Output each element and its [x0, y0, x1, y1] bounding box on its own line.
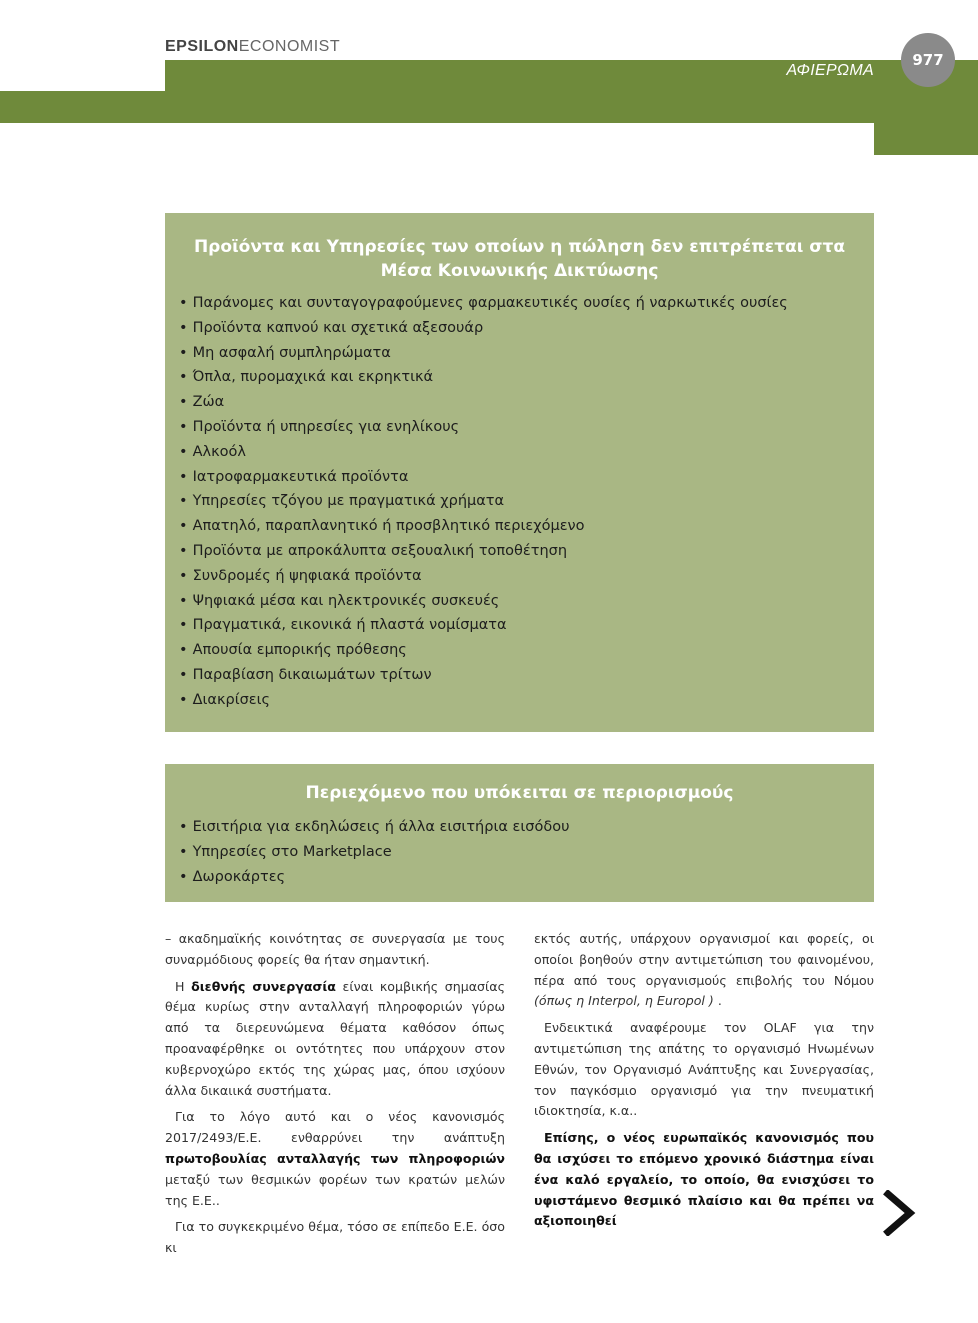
prohibited-products-list [165, 291, 874, 713]
header-band-left [0, 91, 165, 123]
emphasis: πρωτοβουλίας ανταλλαγής των πληροφοριών [165, 1150, 505, 1166]
text-span: . [713, 993, 722, 1009]
paragraph-bold: Επίσης, ο νέος ευρωπαϊκός κανονισμός που θα ισχύσει το επόμενο χρονικό διάστημα είναι ένα καλό εργαλείο, το οποίο, θα ενισχύσει το υφιστάμενο θεσμικό πλαίσιο και θα πρέπει να αξιοποιηθεί [534, 1130, 874, 1229]
page-number-badge: 977 [901, 33, 955, 87]
list-item: • Εισιτήρια για εκδηλώσεις ή άλλα εισιτήρια εισόδου [179, 815, 874, 840]
restricted-content-title: Περιεχόμενο που υπόκειται σε περιορισμούς [305, 783, 734, 803]
emphasis: διεθνής συνεργασία [191, 978, 336, 994]
article-column-left [165, 929, 505, 1265]
article-column-right [534, 929, 874, 1238]
section-label: ΑΦΙΕΡΩΜΑ [786, 62, 874, 79]
list-item: • Δωροκάρτες [179, 865, 874, 890]
list-item: • Ζώα [179, 390, 874, 415]
paragraph: Ενδεικτικά αναφέρουμε τον OLAF για την αντιμετώπιση της απάτης το οργανισμό Ηνωμένων Εθνών, τον Οργανισμό Ανάπτυξης και Συνεργασίας, τον παγκόσμιο οργανισμό για την πνευματική ιδιοκτησία, κ.α.. [534, 1020, 874, 1119]
list-item: • Ψηφιακά μέσα και ηλεκτρονικές συσκευές [179, 589, 874, 614]
list-item: • Απουσία εμπορικής πρόθεσης [179, 638, 874, 663]
text-span: είναι κομβικής σημασίας θέμα κυρίως στην ανταλλαγή πληροφοριών γύρω από τα διερευνώμενα θέματα καθόσον όπως προαναφέρθηκε οι οντότητες που υπάρχουν στον κυβερνοχώρο εκτός της χώρας μας, όπου ισχύουν άλλα δικαιικά συστήματα. [165, 978, 505, 1098]
text-span: εκτός αυτής, υπάρχουν οργανισμοί και φορείς, οι οποίοι βοηθούν στην αντιμετώπιση του φαινομένου, πέρα από τους οργανισμούς επιβολής του Νόμου [534, 931, 874, 988]
paragraph [165, 977, 505, 1102]
paragraph: Για το συγκεκριμένο θέμα, τόσο σε επίπεδο Ε.Ε. όσο κι [165, 1219, 505, 1256]
chevron-right-icon[interactable] [880, 1190, 920, 1236]
list-item: • Όπλα, πυρομαχικά και εκρηκτικά [179, 365, 874, 390]
list-item: • Μη ασφαλή συμπληρώματα [179, 341, 874, 366]
prohibited-products-title: Προϊόντα και Υπηρεσίες των οποίων η πώληση δεν επιτρέπεται στα Μέσα Κοινωνικής Δικτύωσης [193, 237, 846, 281]
list-item: • Διακρίσεις [179, 688, 874, 713]
brand-name-light: ECONOMIST [238, 38, 341, 55]
list-item: • Προϊόντα ή υπηρεσίες για ενηλίκους [179, 415, 874, 440]
list-item: • Αλκοόλ [179, 440, 874, 465]
restricted-content-box [165, 764, 874, 902]
paragraph [534, 929, 874, 1012]
list-item: • Ιατροφαρμακευτικά προϊόντα [179, 465, 874, 490]
italic-span: (όπως η Interpol, η Europol ) [534, 993, 714, 1009]
list-item: • Προϊόντα καπνού και σχετικά αξεσουάρ [179, 316, 874, 341]
text-span: μεταξύ των θεσμικών φορέων των κρατών μελών της Ε.Ε.. [165, 1171, 505, 1208]
list-item: • Προϊόντα με απροκάλυπτα σεξουαλική τοποθέτηση [179, 539, 874, 564]
list-item: • Συνδρομές ή ψηφιακά προϊόντα [179, 564, 874, 589]
header-band [165, 60, 875, 123]
list-item: • Πραγματικά, εικονικά ή πλαστά νομίσματα [179, 613, 874, 638]
list-item: • Παραβίαση δικαιωμάτων τρίτων [179, 663, 874, 688]
text-span: Για το λόγο αυτό και ο νέος κανονισμός 2017/2493/Ε.Ε. ενθαρρύνει την ανάπτυξη [165, 1109, 505, 1146]
magazine-brand [165, 38, 340, 56]
paragraph [165, 1107, 505, 1211]
paragraph: – ακαδημαϊκής κοινότητας σε συνεργασία με τους συναρμόδιους φορείς θα ήταν σημαντική. [165, 931, 505, 967]
list-item: • Απατηλό, παραπλανητικό ή προσβλητικό περιεχόμενο [179, 514, 874, 539]
prohibited-products-box [165, 213, 874, 732]
list-item: • Υπηρεσίες στο Marketplace [179, 840, 874, 865]
list-item: • Παράνομες και συνταγογραφούμενες φαρμακευτικές ουσίες ή ναρκωτικές ουσίες [179, 291, 874, 316]
restricted-content-list [165, 815, 874, 889]
list-item: • Υπηρεσίες τζόγου με πραγματικά χρήματα [179, 489, 874, 514]
text-span: Η [175, 978, 192, 994]
brand-name-bold: EPSILON [165, 38, 239, 55]
